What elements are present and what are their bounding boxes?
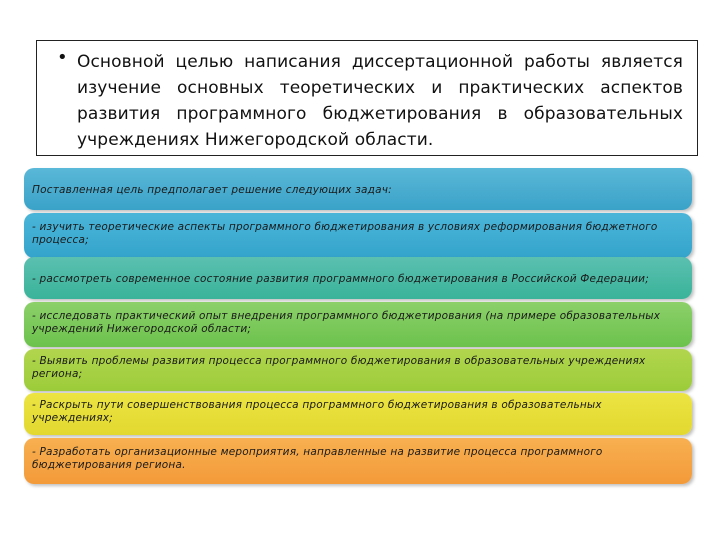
bullet-marker: • <box>57 47 68 68</box>
task-item-current-state <box>24 257 692 299</box>
tasks-header-text: Поставленная цель предполагает решение следующих задач: <box>32 184 392 196</box>
goal-statement-box <box>36 40 698 156</box>
task-item-improvement <box>24 393 692 435</box>
task-item-problems <box>24 349 692 391</box>
task-item-text: - Раскрыть пути совершенствования процесса программного бюджетирования в образовательных учреждениях; <box>32 399 602 424</box>
tasks-header-block <box>24 168 692 210</box>
task-item-text: - исследовать практический опыт внедрения программного бюджетирования (на примере образовательных учреждений Нижегородской области; <box>32 310 661 335</box>
task-item-text: - Разработать организационные мероприятия, направленные на развитие процесса программного бюджетирования региона. <box>32 446 603 471</box>
task-item-text: - Выявить проблемы развития процесса программного бюджетирования в образовательных учреждениях региона; <box>32 355 646 380</box>
task-item-text: - рассмотреть современное состояние развития программного бюджетирования в Российской Федерации; <box>32 273 649 285</box>
task-item-practice <box>24 302 692 347</box>
goal-statement-text: Основной целью написания диссертационной работы является изучение основных теоретических и практических аспектов развития программного бюджетирования в образовательных учреждениях Нижегородской области. <box>77 52 683 150</box>
task-item-theory <box>24 213 692 258</box>
task-item-measures <box>24 438 692 484</box>
task-item-text: - изучить теоретические аспекты программного бюджетирования в условиях реформирования бюджетного процесса; <box>32 221 658 246</box>
